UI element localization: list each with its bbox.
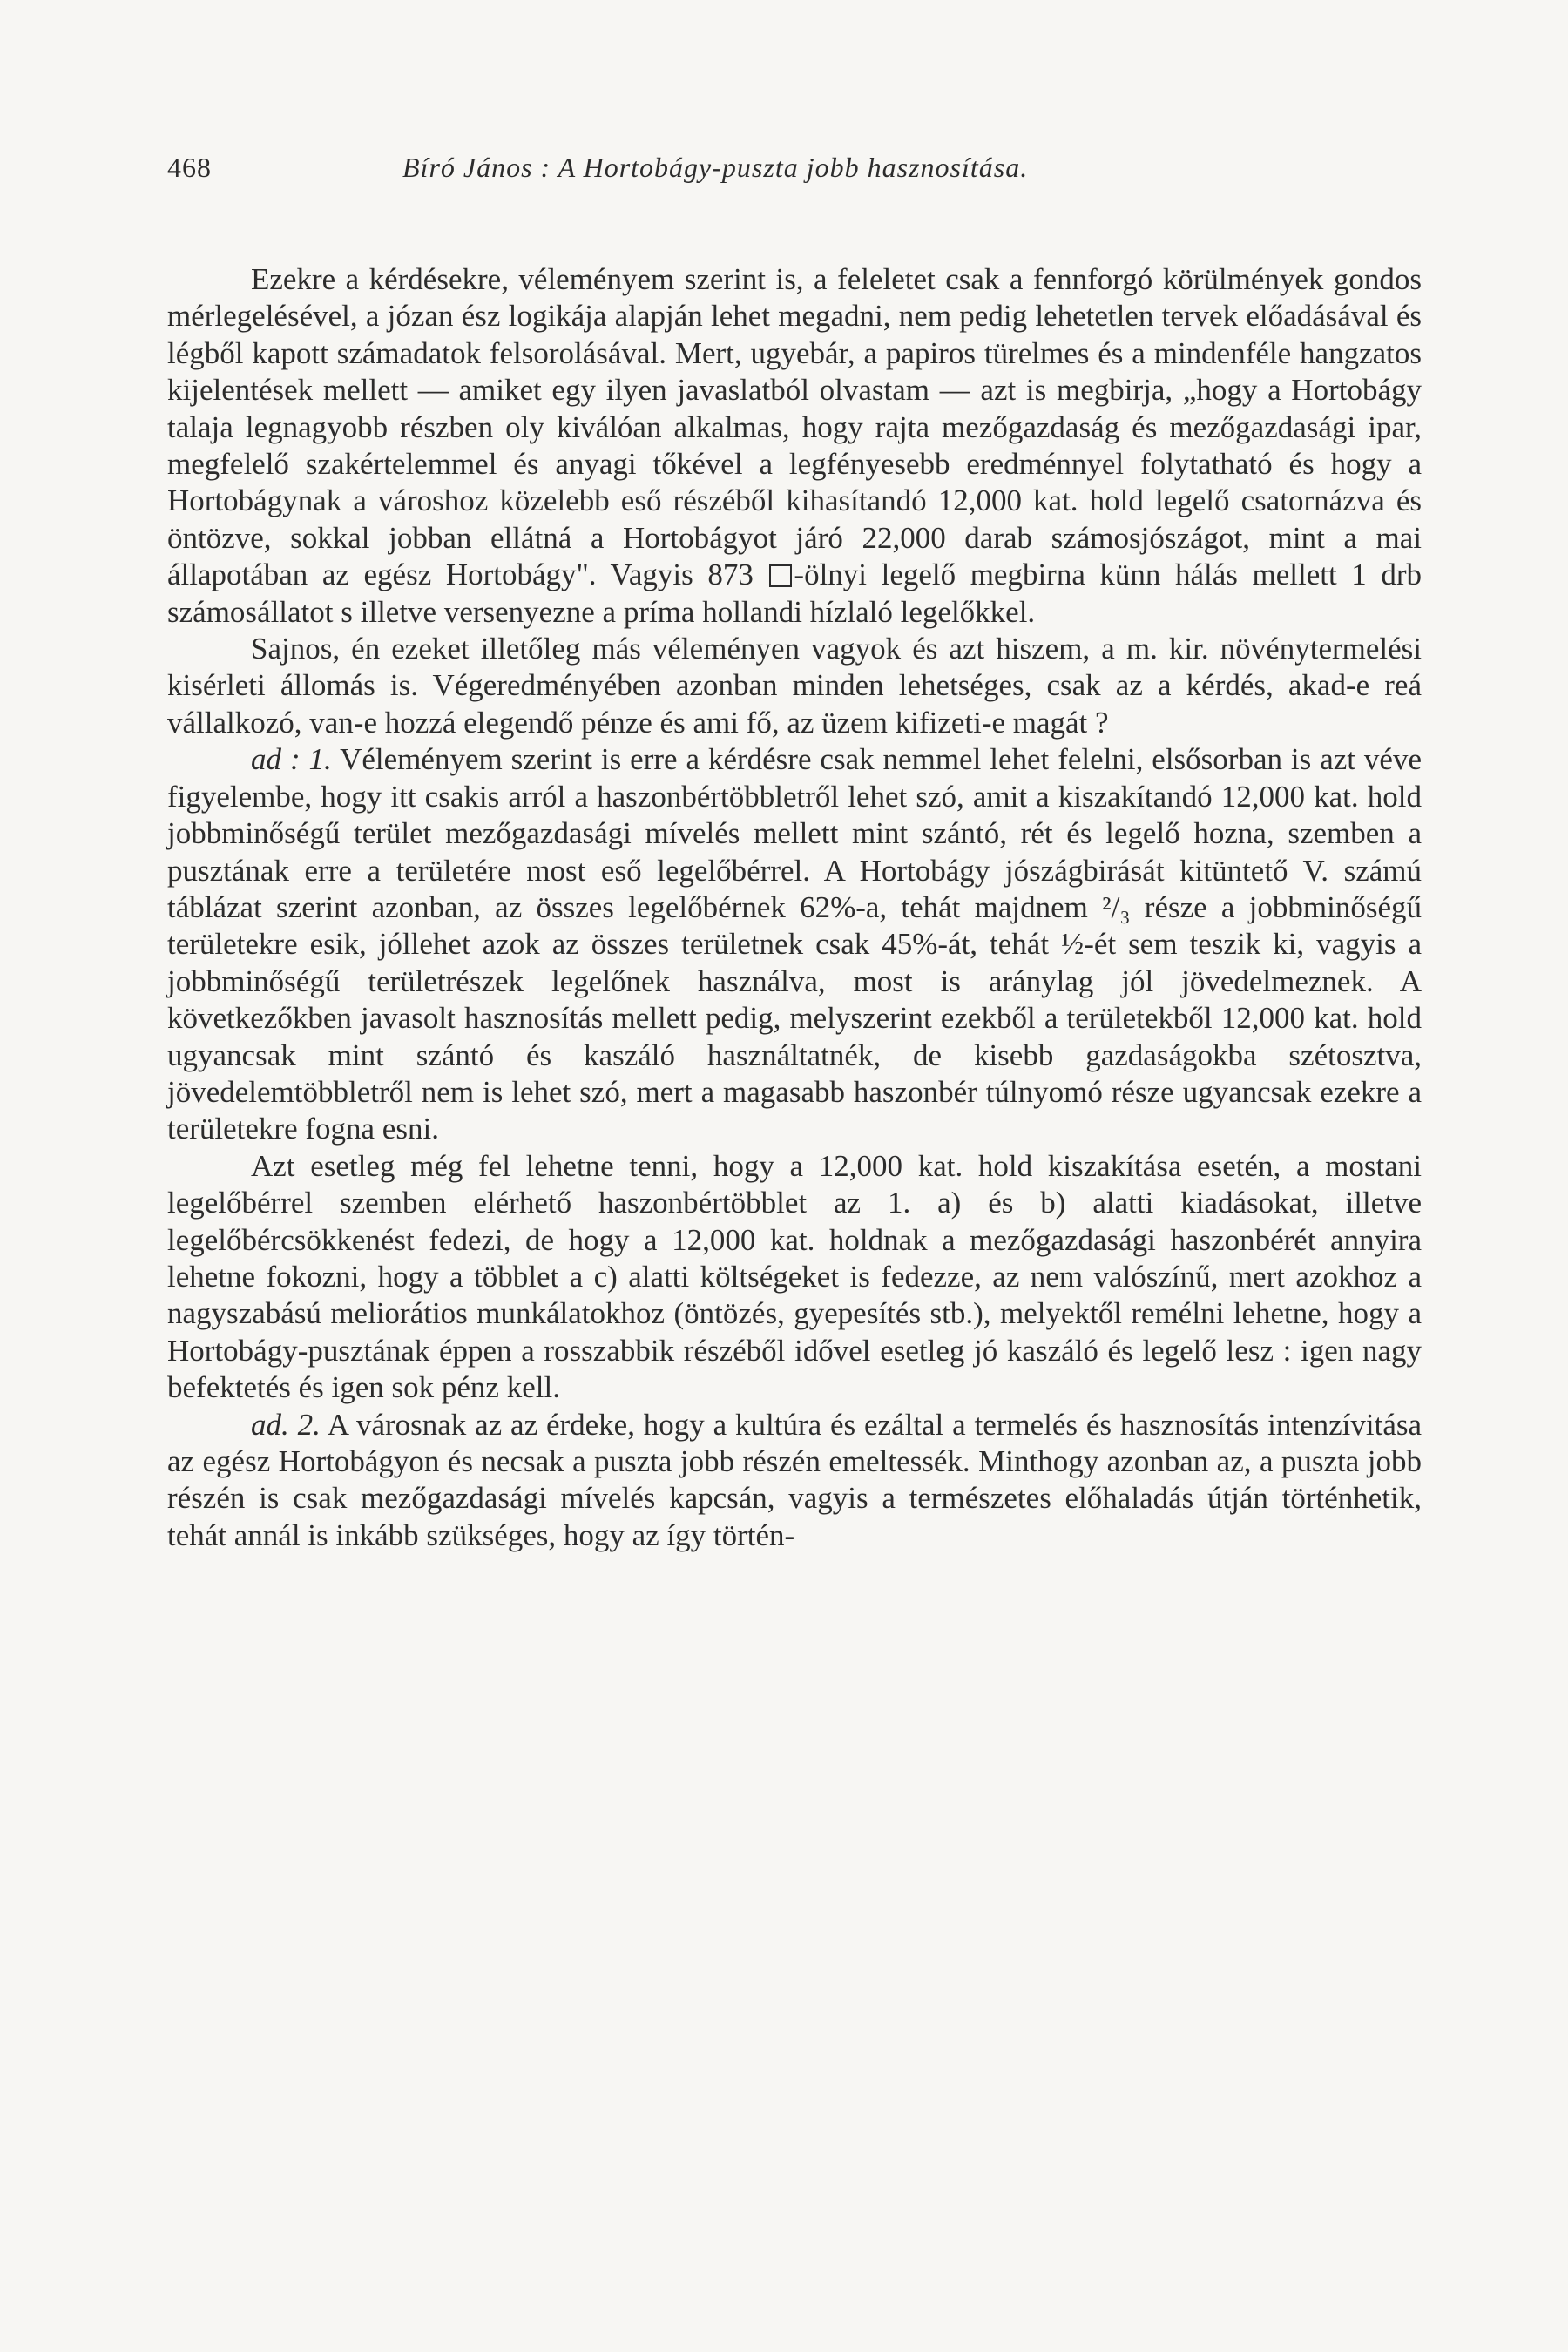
paragraph-3 bbox=[167, 741, 1422, 1147]
square-unit-icon bbox=[769, 564, 792, 587]
paragraph-1-text-b: -ölnyi legelő megbirna künn hálás mellett 1 drb számosállatot s illetve versenyezne a príma hollandi hízlaló legelőkkel. bbox=[167, 558, 1422, 629]
paragraph-1 bbox=[167, 261, 1422, 631]
page-number: 468 bbox=[167, 152, 212, 183]
paragraph-4 bbox=[167, 1148, 1422, 1407]
paragraph-5-lead: ad. 2. bbox=[251, 1407, 321, 1442]
paragraph-2 bbox=[167, 631, 1422, 741]
paragraph-4-text: Azt esetleg még fel lehetne tenni, hogy a 12,000 kat. hold kiszakítása esetén, a mostani legelőbérrel szemben elérhető haszonbértöbblet az 1. a) és b) alatti kiadásokat, illetve legelőbércsökkenést fedezi, de hogy a 12,000 kat. holdnak a mezőgazdasági haszonbérét annyira lehetne fokozni, hogy a többlet a c) alatti költségeket is fedezze, az nem valószínű, mert azokhoz a nagyszabású meliorátios munkálatokhoz (öntözés, gyepesítés stb.), melyektől remélni lehetne, hogy a Hortobágy-pusztának éppen a rosszabbik részéből idővel esetleg jó kaszáló és legelő lesz : igen nagy befektetés és igen sok pénz kell. bbox=[167, 1148, 1422, 1405]
paragraph-5-text: A városnak az az érdeke, hogy a kultúra és ezáltal a termelés és hasznosítás intenzívitása az egész Hortobágyon és necsak a puszta jobb részén emeltessék. Minthogy azonban az, a puszta jobb részén is csak mezőgazdasági mívelés kapcsán, vagyis a természetes előhaladás útján történhetik, tehát annál is inkább szükséges, hogy az így történ- bbox=[167, 1407, 1423, 1552]
paragraph-3-text: Véleményem szerint is erre a kérdésre csak nemmel lehet felelni, elsősorban is azt véve figyelembe, hogy itt csakis arról a haszonbértöbbletről lehet szó, amit a kiszakítandó 12,000 kat. hold jobbminőségű terület mezőgazdasági mívelés mellett mint szántó, rét és legelő hozna, szemben a pusztának erre a területére most eső legelőbérrel. A Hortobágy jószágbirását kitüntető V. számú táblázat szerint azonban, az összes legelőbérnek 62%-a, tehát majdnem ²/₃ része a jobbminőségű területekre esik, jóllehet azok az összes területnek csak 45%-át, tehát ½-ét sem teszik ki, vagyis a jobbminőségű területrészek legelőnek használva, most is aránylag jól jövedelmeznek. A következőkben javasolt hasznosítás mellett pedig, melyszerint ezekből a területekből 12,000 kat. hold ugyancsak mint szántó és kaszáló használtatnék, de kisebb gazdaságokba szétosztva, jövedelemtöbbletről nem is lehet szó, mert a magasabb haszonbér túlnyomó része ugyancsak ezekre a területekre fogna esni. bbox=[167, 742, 1423, 1146]
body-text bbox=[167, 261, 1422, 1554]
paragraph-2-text: Sajnos, én ezeket illetőleg más véleményen vagyok és azt hiszem, a m. kir. növénytermelési kisérleti állomás is. Végeredményében azonban minden lehetséges, csak az a kérdés, akad-e reá vállalkozó, van-e hozzá elegendő pénze és ami fő, az üzem kifizeti-e magát ? bbox=[167, 632, 1422, 740]
paragraph-3-lead: ad : 1. bbox=[251, 742, 332, 777]
running-head bbox=[167, 150, 1422, 185]
running-title: Bíró János : A Hortobágy-puszta jobb hasznosítása. bbox=[402, 152, 1029, 183]
paragraph-1-text-a: Ezekre a kérdésekre, véleményem szerint is, a feleletet csak a fennforgó körülmények gondos mérlegelésével, a józan ész logikája alapján lehet megadni, nem pedig lehetetlen tervek előadásával és légből kapott számadatok felsorolásával. Mert, ugyebár, a papiros türelmes és a mindenféle hangzatos kijelentések mellett — amiket egy ilyen javaslatból olvastam — azt is megbirja, „hogy a Hortobágy talaja legnagyobb részben oly kiválóan alkalmas, hogy rajta mezőgazdaság és mezőgazdasági ipar, megfelelő szakértelemmel és anyagi tőkével a legfényesebb eredménnyel folytatható és hogy a Hortobágynak a városhoz közelebb eső részéből kihasítandó 12,000 kat. hold legelő csatornázva és öntözve, sokkal jobban ellátná a Hortobágyot járó 22,000 darab számosjószágot, mint a mai állapotában az egész Hortobágy". Vagyis 873 bbox=[167, 262, 1422, 592]
paragraph-5 bbox=[167, 1407, 1422, 1555]
